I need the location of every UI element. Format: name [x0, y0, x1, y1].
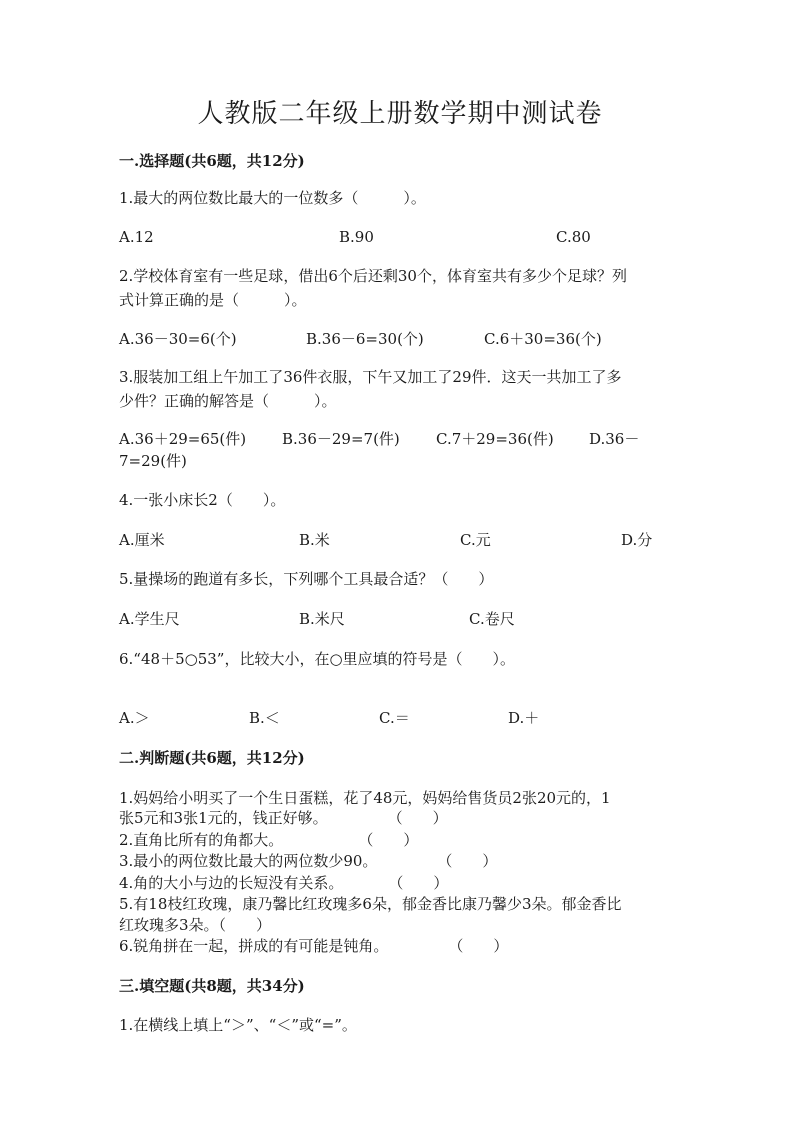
section-heading-choice: 一.选择题(共6题，共12分) — [119, 152, 305, 170]
question-text: 3.服装加工组上午加工了36件衣服，下午又加工了29件．这天一共加工了多 — [119, 368, 622, 386]
section-heading-fill: 三.填空题(共8题，共34分) — [119, 977, 305, 995]
option: A.36－30=6(个) — [119, 330, 237, 348]
option: B.90 — [339, 228, 374, 246]
question-text: 1.最大的两位数比最大的一位数多（ ）。 — [119, 189, 426, 207]
question-text: 少件？正确的解答是（ ）。 — [119, 392, 337, 410]
option: C.7＋29=36(件) — [436, 430, 554, 448]
statement-line: 3.最小的两位数比最大的两位数少90。 （ ） — [119, 852, 498, 870]
option: B.米 — [299, 531, 330, 549]
statement-line: 红玫瑰多3朵。（ ） — [119, 916, 272, 934]
option: A.学生尺 — [119, 610, 180, 628]
question-text: 6.“48＋5○53”，比较大小，在○里应填的符号是（ ）。 — [119, 650, 516, 668]
statement-line: 张5元和3张1元的，钱正好够。 （ ） — [119, 809, 448, 827]
question-text: 2.学校体育室有一些足球，借出6个后还剩30个，体育室共有多少个足球？列 — [119, 267, 627, 285]
option-wrap: 7=29(件) — [119, 452, 187, 470]
section-heading-judgement: 二.判断题(共6题，共12分) — [119, 749, 305, 767]
option: A.厘米 — [119, 531, 165, 549]
option: A.36＋29=65(件) — [119, 430, 247, 448]
statement-line: 1.妈妈给小明买了一个生日蛋糕，花了48元，妈妈给售货员2张20元的，1 — [119, 789, 611, 807]
option: D.＋ — [508, 709, 540, 727]
option: C.80 — [556, 228, 591, 246]
statement-line: 6.锐角拼在一起，拼成的有可能是钝角。 （ ） — [119, 937, 509, 955]
option: B.36－29=7(件) — [282, 430, 400, 448]
option: C.＝ — [379, 709, 410, 727]
option: A.12 — [119, 228, 154, 246]
question-text: 5.量操场的跑道有多长，下列哪个工具最合适？（ ） — [119, 570, 494, 588]
option: C.卷尺 — [469, 610, 515, 628]
question-text: 1.在横线上填上“＞”、“＜”或“=”。 — [119, 1016, 357, 1034]
option: C.元 — [460, 531, 491, 549]
statement-line: 4.角的大小与边的长短没有关系。 （ ） — [119, 874, 449, 892]
option: B.＜ — [249, 709, 280, 727]
option: D.36－ — [589, 430, 640, 448]
option: B.米尺 — [299, 610, 345, 628]
statement-line: 2.直角比所有的角都大。 （ ） — [119, 831, 419, 849]
statement-line: 5.有18枝红玫瑰，康乃馨比红玫瑰多6朵，郁金香比康乃馨少3朵。郁金香比 — [119, 895, 622, 913]
question-text: 4.一张小床长2（ ）。 — [119, 491, 286, 509]
question-text: 式计算正确的是（ ）。 — [119, 291, 307, 309]
page-title: 人教版二年级上册数学期中测试卷 — [197, 99, 603, 129]
option: C.6＋30=36(个) — [484, 330, 602, 348]
option: D.分 — [621, 531, 653, 549]
option: A.＞ — [119, 709, 150, 727]
option: B.36－6=30(个) — [306, 330, 424, 348]
